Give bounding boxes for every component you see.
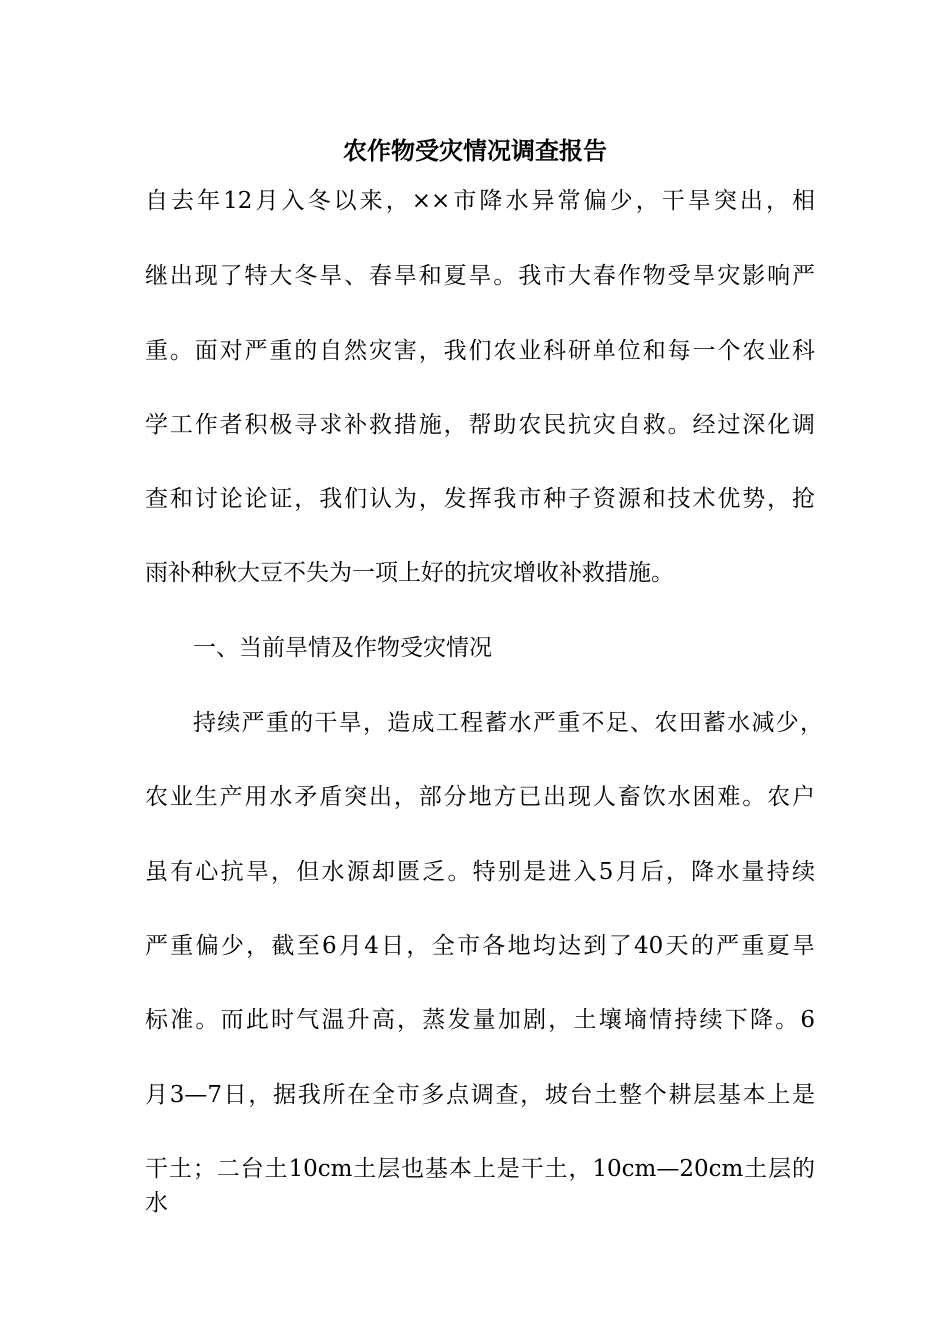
paragraph-line: 继出现了特大冬旱、春旱和夏旱。我市大春作物受旱灾影响严 (145, 263, 815, 289)
paragraph-line: 月3—7日，据我所在全市多点调查，坡台土整个耕层基本上是 (145, 1082, 815, 1108)
paragraph-line: 雨补种秋大豆不失为一项上好的抗灾增收补救措施。 (145, 560, 674, 586)
paragraph-line: 农业生产用水矛盾突出，部分地方已出现人畜饮水困难。农户 (145, 784, 815, 810)
paragraph-line: 持续严重的干旱，造成工程蓄水严重不足、农田蓄水减少， (193, 710, 823, 736)
paragraph-line: 严重偏少，截至6月4日，全市各地均达到了40天的严重夏旱 (145, 933, 815, 959)
paragraph-line: 干土；二台土10cm土层也基本上是干土，10cm—20cm土层的水 (145, 1156, 815, 1216)
paragraph-line: 学工作者积极寻求补救措施，帮助农民抗灾自救。经过深化调 (145, 412, 815, 438)
document-title: 农作物受灾情况调查报告 (343, 136, 607, 165)
paragraph-line: 标准。而此时气温升高，蒸发量加剧，土壤墒情持续下降。6 (145, 1007, 815, 1033)
paragraph-line: 自去年12月入冬以来，××市降水异常偏少，干旱突出，相 (145, 188, 815, 214)
paragraph-line: 虽有心抗旱，但水源却匮乏。特别是进入5月后，降水量持续 (145, 859, 815, 885)
section-heading: 一、当前旱情及作物受灾情况 (193, 635, 492, 661)
paragraph-line: 查和讨论论证，我们认为，发挥我市种子资源和技术优势，抢 (145, 486, 815, 512)
paragraph-line: 重。面对严重的自然灾害，我们农业科研单位和每一个农业科 (145, 338, 815, 364)
